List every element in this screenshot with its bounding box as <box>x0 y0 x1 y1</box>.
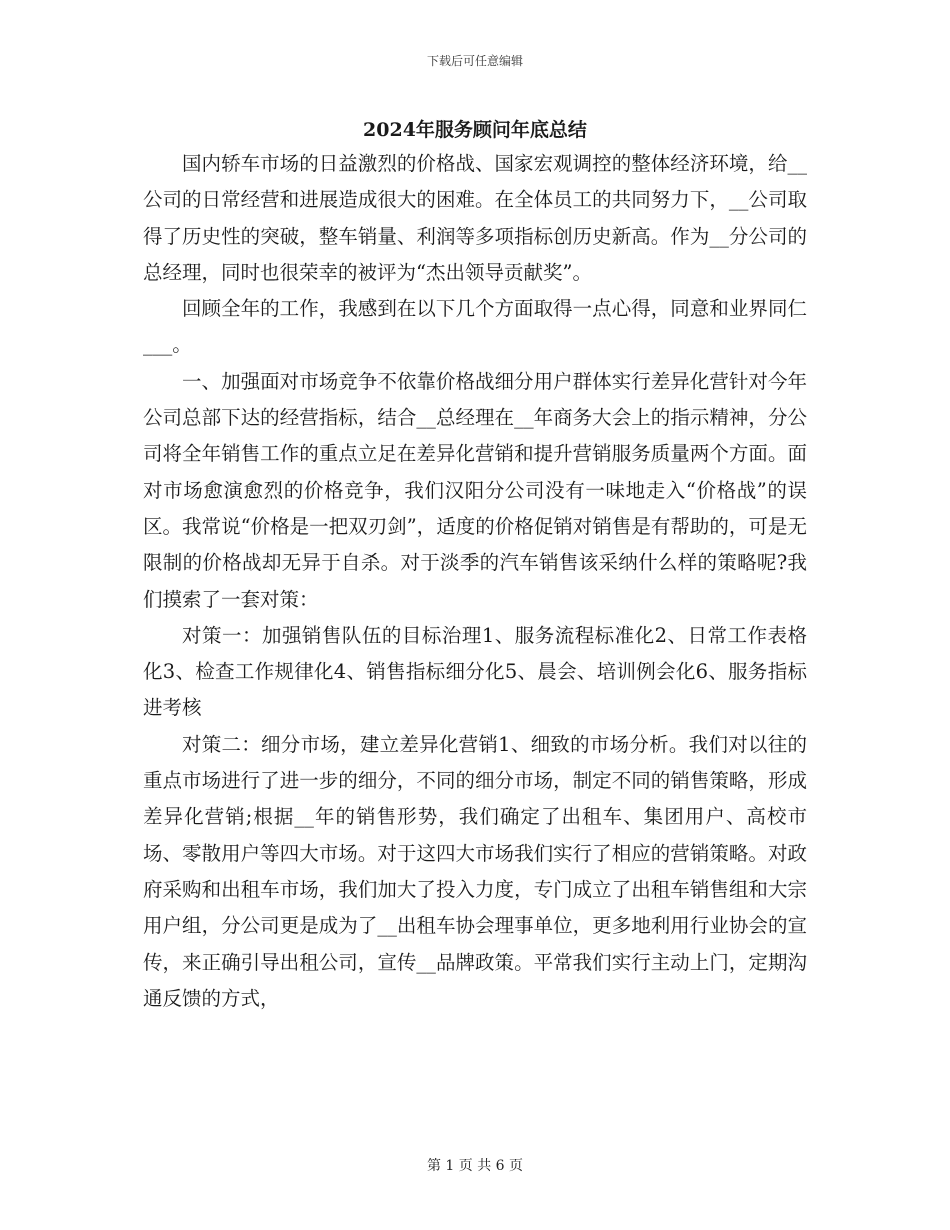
page-header <box>0 52 950 69</box>
document-body <box>143 146 807 1017</box>
page-footer <box>0 1155 950 1175</box>
paragraph-3: 一、加强面对市场竞争不依靠价格战细分用户群体实行差异化营针对今年公司总部下达的经营指标，结合__总经理在__年商务大会上的指示精神，分公司将全年销售工作的重点立足在差异化营销和提升营销服务质量两个方面。面对市场愈演愈烈的价格竞争，我们汉阳分公司没有一味地走入“价格战”的误区。我常说“价格是一把双刃剑”，适度的价格促销对销售是有帮助的，可是无限制的价格战却无异于自杀。对于淡季的汽车销售该采纳什么样的策略呢?我们摸索了一套对策： <box>143 369 807 611</box>
page-indicator: 第 1 页 共 6 页 <box>426 1158 524 1174</box>
paragraph-1: 国内轿车市场的日益激烈的价格战、国家宏观调控的整体经济环境，给__公司的日常经营和进展造成很大的困难。在全体员工的共同努力下，__公司取得了历史性的突破，整车销量、利润等多项指标创历史新高。作为__分公司的总经理，同时也很荣幸的被评为“杰出领导贡献奖”。 <box>143 152 807 284</box>
paragraph-4: 对策一：加强销售队伍的目标治理1、服务流程标准化2、日常工作表格化3、检查工作规律化4、销售指标细分化5、晨会、培训例会化6、服务指标进考核 <box>143 623 807 720</box>
paragraph-2: 回顾全年的工作，我感到在以下几个方面取得一点心得，同意和业界同仁___。 <box>143 297 807 357</box>
header-note: 下载后可任意编辑 <box>426 54 523 68</box>
document-title: 2024年服务顾问年底总结 <box>363 119 587 141</box>
paragraph-5: 对策二：细分市场，建立差异化营销1、细致的市场分析。我们对以往的重点市场进行了进一步的细分，不同的细分市场，制定不同的销售策略，形成差异化营销;根据__年的销售形势，我们确定了出租车、集团用户、高校市场、零散用户等四大市场。对于这四大市场我们实行了相应的营销策略。对政府采购和出租车市场，我们加大了投入力度，专门成立了出租车销售组和大宗用户组，分公司更是成为了__出租车协会理事单位，更多地利用行业协会的宣传，来正确引导出租公司，宣传__品牌政策。平常我们实行主动上门，定期沟通反馈的方式， <box>143 732 807 1010</box>
